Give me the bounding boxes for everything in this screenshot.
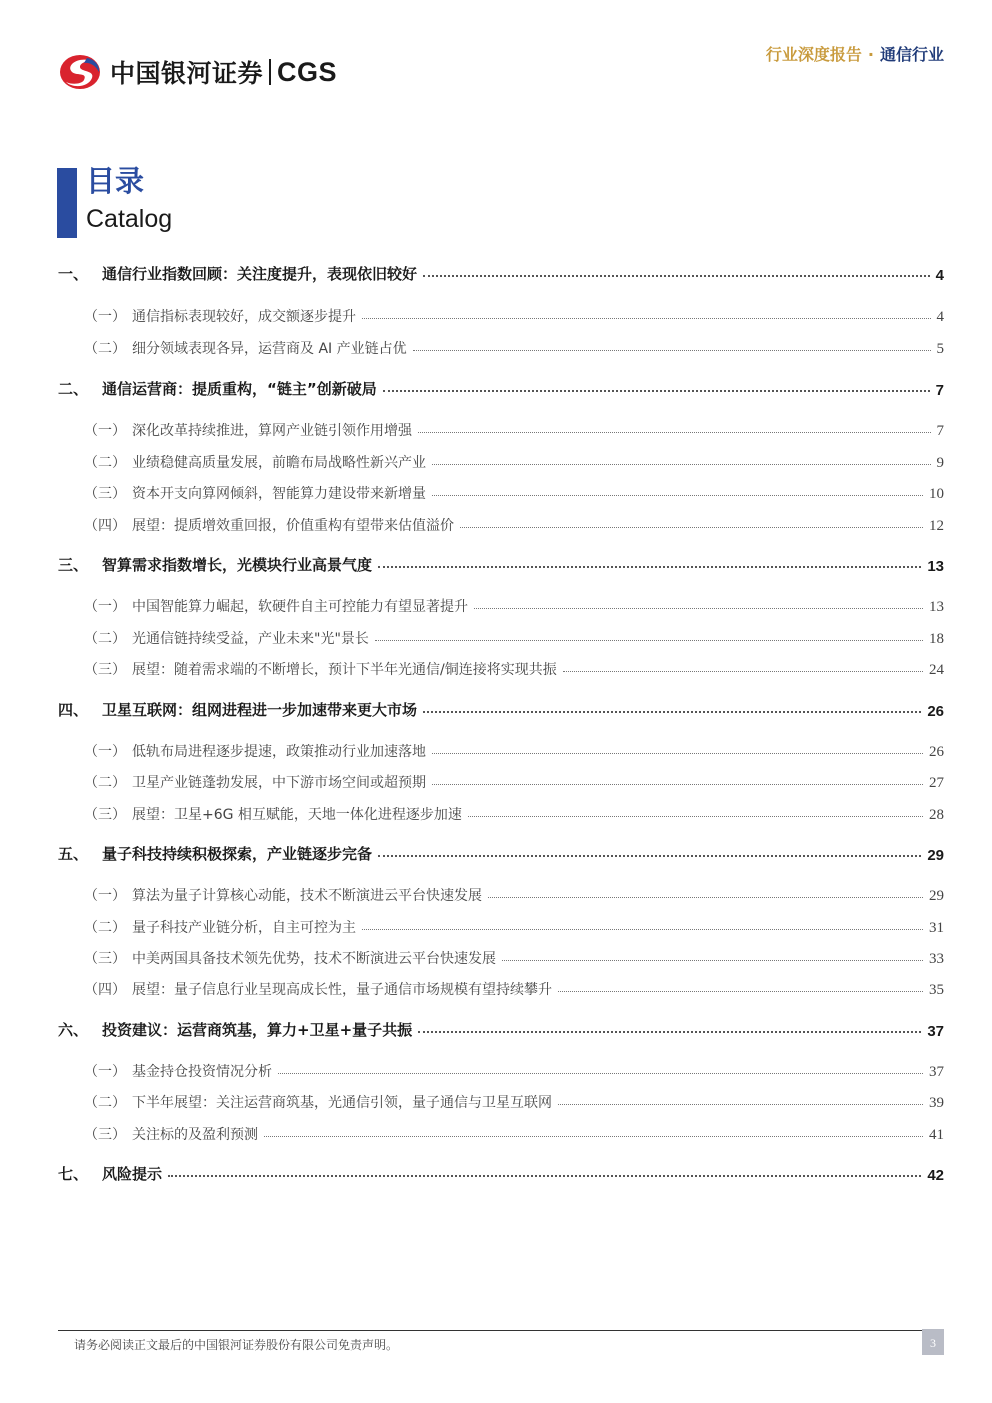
toc-section-entry[interactable] bbox=[58, 768, 944, 792]
toc-entry-number: （一） bbox=[84, 423, 126, 439]
toc-entry-number: （三） bbox=[84, 1127, 126, 1143]
toc-section-entry[interactable] bbox=[58, 511, 944, 535]
toc-dot-leader bbox=[432, 464, 931, 465]
toc-page-number: 7 bbox=[935, 382, 944, 399]
page-number: 3 bbox=[922, 1329, 944, 1355]
toc-entry-number: （二） bbox=[84, 1095, 126, 1111]
industry-name: 通信行业 bbox=[879, 45, 944, 64]
toc-dot-leader bbox=[423, 275, 930, 277]
toc-dot-leader bbox=[264, 1136, 923, 1137]
toc-page-number: 12 bbox=[929, 518, 944, 534]
toc-dot-leader bbox=[563, 671, 923, 672]
toc-page-number: 7 bbox=[936, 423, 944, 439]
toc-dot-leader bbox=[474, 608, 923, 609]
toc-entry-title: 卫星产业链蓬勃发展，中下游市场空间或超预期 bbox=[132, 775, 426, 791]
toc-section-entry[interactable] bbox=[58, 737, 944, 761]
toc-dot-leader bbox=[375, 640, 923, 641]
toc-entry-title: 展望：提质增效重回报，价值重构有望带来估值溢价 bbox=[132, 518, 454, 534]
toc-entry-number: 二、 bbox=[58, 380, 89, 398]
toc-entry-title: 细分领域表现各异，运营商及 AI 产业链占优 bbox=[132, 341, 407, 357]
toc-entry-title: 中国智能算力崛起，软硬件自主可控能力有望显著提升 bbox=[132, 599, 468, 615]
toc-entry-title: 展望：量子信息行业呈现高成长性，量子通信市场规模有望持续攀升 bbox=[132, 982, 552, 998]
toc-dot-leader bbox=[413, 350, 931, 351]
toc-entry-title: 智算需求指数增长，光模块行业高景气度 bbox=[102, 556, 373, 574]
toc-dot-leader bbox=[460, 527, 923, 528]
toc-dot-leader bbox=[432, 495, 923, 496]
toc-entry-number: （三） bbox=[84, 486, 126, 502]
toc-section-entry[interactable] bbox=[58, 913, 944, 937]
toc-entry-title: 通信行业指数回顾：关注度提升，表现依旧较好 bbox=[102, 265, 418, 283]
toc-page-number: 35 bbox=[929, 982, 944, 998]
toc-dot-leader bbox=[362, 929, 923, 930]
toc-entry-title: 量子科技产业链分析，自主可控为主 bbox=[132, 920, 356, 936]
table-of-contents bbox=[58, 0, 944, 1200]
toc-section-entry[interactable] bbox=[58, 800, 944, 824]
toc-dot-leader bbox=[418, 1031, 921, 1033]
toc-entry-number: （三） bbox=[84, 807, 126, 823]
toc-dot-leader bbox=[378, 566, 921, 568]
toc-dot-leader bbox=[168, 1175, 921, 1177]
toc-page-number: 13 bbox=[927, 558, 944, 575]
toc-entry-title: 通信指标表现较好，成交额逐步提升 bbox=[132, 309, 356, 325]
toc-dot-leader bbox=[432, 784, 923, 785]
toc-chapter-entry[interactable] bbox=[58, 696, 944, 720]
toc-dot-leader bbox=[432, 753, 923, 754]
toc-page-number: 9 bbox=[936, 455, 944, 471]
toc-section-entry[interactable] bbox=[58, 624, 944, 648]
toc-dot-leader bbox=[418, 432, 931, 433]
toc-page-number: 24 bbox=[929, 662, 944, 678]
toc-dot-leader bbox=[423, 711, 921, 713]
toc-entry-number: （一） bbox=[84, 1064, 126, 1080]
toc-entry-title: 通信运营商：提质重构，“链主”创新破局 bbox=[102, 380, 377, 398]
toc-entry-title: 基金持仓投资情况分析 bbox=[132, 1064, 272, 1080]
toc-entry-title: 卫星互联网：组网进程进一步加速带来更大市场 bbox=[102, 701, 418, 719]
toc-chapter-entry[interactable] bbox=[58, 551, 944, 575]
toc-page-number: 39 bbox=[929, 1095, 944, 1111]
toc-entry-number: （三） bbox=[84, 662, 126, 678]
toc-entry-number: （四） bbox=[84, 982, 126, 998]
toc-entry-title: 资本开支向算网倾斜，智能算力建设带来新增量 bbox=[132, 486, 426, 502]
toc-page-number: 10 bbox=[929, 486, 944, 502]
toc-page-number: 27 bbox=[929, 775, 944, 791]
toc-page-number: 4 bbox=[936, 309, 944, 325]
toc-dot-leader bbox=[378, 855, 921, 857]
toc-entry-title: 关注标的及盈利预测 bbox=[132, 1127, 258, 1143]
toc-page-number: 13 bbox=[929, 599, 944, 615]
toc-entry-number: （二） bbox=[84, 341, 126, 357]
toc-chapter-entry[interactable] bbox=[58, 1160, 944, 1184]
toc-entry-title: 量子科技持续积极探索，产业链逐步完备 bbox=[102, 845, 373, 863]
toc-page-number: 5 bbox=[936, 341, 944, 357]
toc-entry-number: （四） bbox=[84, 518, 126, 534]
toc-entry-title: 业绩稳健高质量发展，前瞻布局战略性新兴产业 bbox=[132, 455, 426, 471]
toc-entry-number: （二） bbox=[84, 920, 126, 936]
toc-entry-number: （二） bbox=[84, 631, 126, 647]
toc-entry-number: （三） bbox=[84, 951, 126, 967]
toc-entry-number: 六、 bbox=[58, 1021, 89, 1039]
page-title-en: Catalog bbox=[86, 205, 173, 233]
toc-entry-title: 算法为量子计算核心动能，技术不断演进云平台快速发展 bbox=[132, 888, 482, 904]
toc-entry-number: 七、 bbox=[58, 1165, 89, 1183]
toc-entry-title: 展望：卫星+6G 相互赋能，天地一体化进程逐步加速 bbox=[132, 807, 462, 823]
brand-name-en: CGS bbox=[277, 56, 338, 87]
toc-section-entry[interactable] bbox=[58, 448, 944, 472]
toc-section-entry[interactable] bbox=[58, 479, 944, 503]
toc-dot-leader bbox=[502, 960, 923, 961]
toc-entry-title: 光通信链持续受益，产业未来"光"景长 bbox=[132, 631, 369, 647]
toc-entry-title: 低轨布局进程逐步提速，政策推动行业加速落地 bbox=[132, 744, 426, 760]
toc-entry-number: （一） bbox=[84, 744, 126, 760]
toc-chapter-entry[interactable] bbox=[58, 840, 944, 864]
toc-entry-title: 下半年展望：关注运营商筑基，光通信引领，量子通信与卫星互联网 bbox=[132, 1095, 552, 1111]
toc-chapter-entry[interactable] bbox=[58, 260, 944, 284]
toc-section-entry[interactable] bbox=[58, 655, 944, 679]
toc-dot-leader bbox=[558, 1104, 923, 1105]
footer-disclaimer: 请务必阅读正文最后的中国银河证券股份有限公司免责声明。 bbox=[74, 1338, 399, 1352]
toc-page-number: 26 bbox=[927, 703, 944, 720]
toc-section-entry[interactable] bbox=[58, 944, 944, 968]
toc-entry-number: （二） bbox=[84, 775, 126, 791]
footer-divider bbox=[58, 1330, 944, 1331]
toc-section-entry[interactable] bbox=[58, 416, 944, 440]
toc-dot-leader bbox=[278, 1073, 923, 1074]
toc-dot-leader bbox=[383, 390, 930, 392]
toc-page-number: 29 bbox=[927, 847, 944, 864]
toc-section-entry[interactable] bbox=[58, 975, 944, 999]
toc-chapter-entry[interactable] bbox=[58, 375, 944, 399]
toc-section-entry[interactable] bbox=[58, 1120, 944, 1144]
toc-dot-leader bbox=[488, 897, 923, 898]
toc-dot-leader bbox=[468, 816, 923, 817]
toc-page-number: 37 bbox=[929, 1064, 944, 1080]
toc-entry-title: 展望：随着需求端的不断增长，预计下半年光通信/铜连接将实现共振 bbox=[132, 662, 557, 678]
toc-page-number: 37 bbox=[927, 1023, 944, 1040]
toc-section-entry[interactable] bbox=[58, 1088, 944, 1112]
toc-section-entry[interactable] bbox=[58, 302, 944, 326]
toc-entry-title: 风险提示 bbox=[102, 1165, 163, 1183]
report-type: 行业深度报告 bbox=[765, 45, 862, 64]
toc-section-entry[interactable] bbox=[58, 1057, 944, 1081]
brand-name-cn: 中国银河证券 bbox=[110, 59, 264, 88]
toc-dot-leader bbox=[362, 318, 931, 319]
toc-page-number: 29 bbox=[929, 888, 944, 904]
toc-entry-title: 深化改革持续推进，算网产业链引领作用增强 bbox=[132, 423, 412, 439]
toc-section-entry[interactable] bbox=[58, 592, 944, 616]
toc-entry-number: 五、 bbox=[58, 845, 89, 863]
toc-entry-number: （一） bbox=[84, 309, 126, 325]
toc-page-number: 31 bbox=[929, 920, 944, 936]
toc-section-entry[interactable] bbox=[58, 334, 944, 358]
toc-page-number: 42 bbox=[927, 1167, 944, 1184]
toc-entry-number: （一） bbox=[84, 888, 126, 904]
toc-page-number: 28 bbox=[929, 807, 944, 823]
toc-page-number: 33 bbox=[929, 951, 944, 967]
toc-entry-number: 四、 bbox=[58, 701, 89, 719]
toc-section-entry[interactable] bbox=[58, 881, 944, 905]
header-separator: · bbox=[867, 45, 874, 64]
toc-entry-number: 三、 bbox=[58, 556, 89, 574]
toc-entry-title: 投资建议：运营商筑基，算力+卫星+量子共振 bbox=[102, 1021, 413, 1039]
toc-page-number: 41 bbox=[929, 1127, 944, 1143]
toc-dot-leader bbox=[558, 991, 923, 992]
toc-entry-number: 一、 bbox=[58, 265, 89, 283]
toc-page-number: 26 bbox=[929, 744, 944, 760]
toc-chapter-entry[interactable] bbox=[58, 1016, 944, 1040]
toc-entry-title: 中美两国具备技术领先优势，技术不断演进云平台快速发展 bbox=[132, 951, 496, 967]
page-title-cn: 目录 bbox=[86, 164, 145, 198]
toc-page-number: 4 bbox=[935, 267, 944, 284]
toc-entry-number: （二） bbox=[84, 455, 126, 471]
toc-entry-number: （一） bbox=[84, 599, 126, 615]
toc-page-number: 18 bbox=[929, 631, 944, 647]
